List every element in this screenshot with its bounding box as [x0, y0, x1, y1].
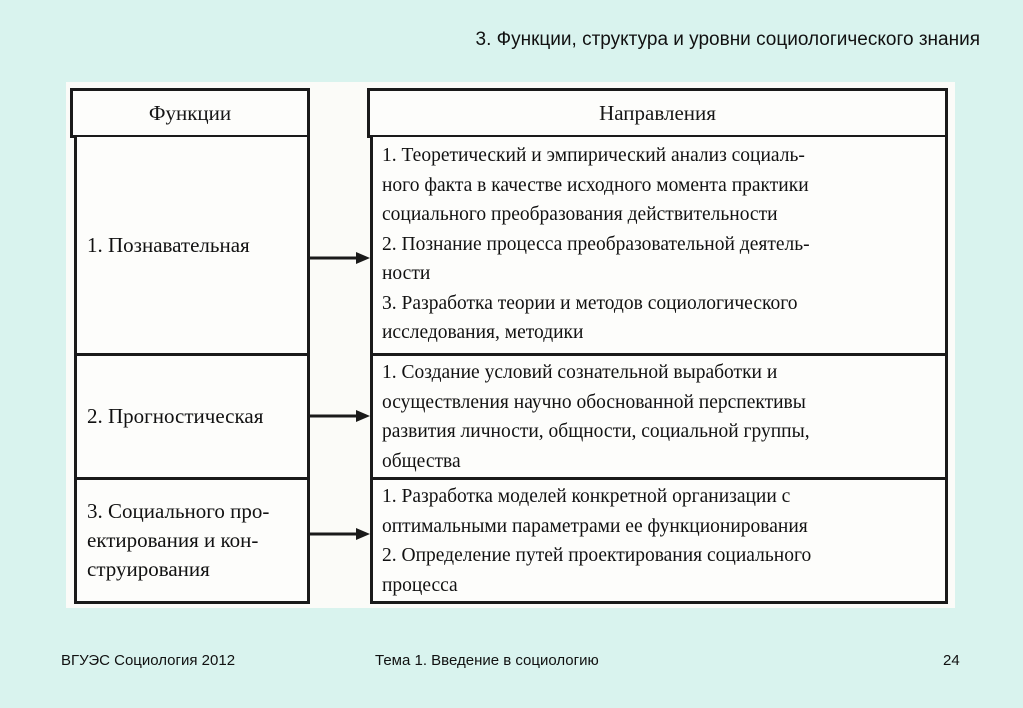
slide-title: 3. Функции, структура и уровни социологического знания [475, 29, 980, 50]
page-number: 24 [943, 652, 960, 669]
function-cell-3 [74, 480, 310, 604]
function-3-line: струирования [87, 557, 210, 581]
direction-line: развития личности, общности, социальной группы, [382, 421, 810, 442]
direction-line: общества [382, 450, 461, 472]
arrow-row-1 [310, 251, 370, 265]
function-cell-2 [74, 356, 310, 480]
direction-line: оптимальными параметрами ее функционирования [382, 515, 808, 537]
direction-line: 2. Познание процесса преобразовательной деятель- [382, 233, 810, 255]
footer-course: ВГУЭС Социология 2012 [61, 652, 236, 669]
direction-line: 1. Разработка моделей конкретной организации с [382, 486, 791, 507]
direction-cell-3 [370, 480, 948, 604]
direction-line: процесса [382, 574, 458, 596]
direction-cell-2 [370, 356, 948, 480]
direction-line: исследования, методики [382, 322, 584, 343]
direction-line: ности [382, 263, 431, 284]
direction-line: 1. Теоретический и эмпирический анализ социаль- [382, 145, 805, 166]
footer-topic: Тема 1. Введение в социологию [375, 652, 599, 669]
direction-line: 1. Создание условий сознательной выработки и [382, 362, 778, 383]
direction-line: 3. Разработка теории и методов социологического [382, 292, 798, 314]
function-3-line: 3. Социального про- [87, 499, 270, 523]
direction-cell-1 [370, 137, 948, 356]
arrow-row-2 [310, 409, 370, 423]
function-3-line: ектирования и кон- [87, 528, 259, 552]
direction-line: 2. Определение путей проектирования социального [382, 545, 812, 566]
directions-header: Направления [599, 100, 716, 125]
direction-line: социального преобразования действительности [382, 204, 778, 225]
direction-line: ного факта в качестве исходного момента практики [382, 174, 809, 196]
direction-line: осуществления научно обоснованной перспективы [382, 391, 806, 413]
functions-header: Функции [148, 100, 232, 125]
function-cell-1 [74, 137, 310, 356]
functions-header-box [70, 88, 310, 138]
function-1-line: 1. Познавательная [87, 232, 250, 257]
arrow-row-3 [310, 527, 370, 541]
directions-header-box [367, 88, 948, 138]
function-2-line: 2. Прогностическая [87, 404, 264, 428]
